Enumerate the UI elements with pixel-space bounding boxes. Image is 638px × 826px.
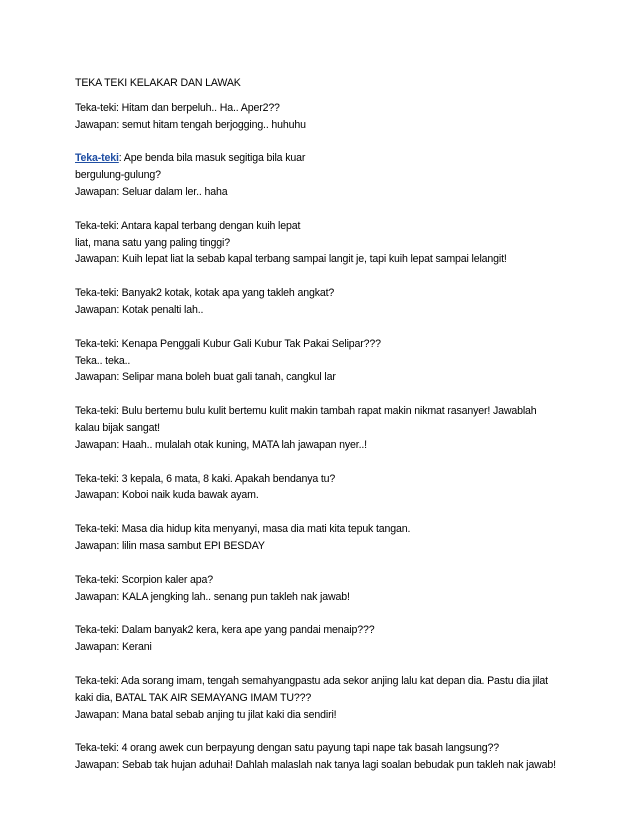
riddle-entry-8 <box>75 521 575 555</box>
riddle-entry-12 <box>75 740 575 774</box>
riddle-question: Teka-teki: Bulu bertemu bulu kulit bertemu kulit makin tambah rapat makin nikmat rasanyer! Jawablah <box>75 405 537 418</box>
riddle-answer: Jawapan: Seluar dalam ler.. haha <box>75 185 228 198</box>
riddle-question-rest: : Ape benda bila masuk segitiga bila kuar <box>118 152 306 165</box>
riddle-entry-6 <box>75 403 575 453</box>
riddle-entry-7 <box>75 471 575 505</box>
riddle-answer: Jawapan: Haah.. mulalah otak kuning, MATA lah jawapan nyer..! <box>75 438 367 451</box>
riddle-question-cont: Teka.. teka.. <box>75 354 131 367</box>
riddle-answer: Jawapan: Kotak penalti lah.. <box>75 303 204 316</box>
riddle-question <box>75 150 575 167</box>
riddle-answer: Jawapan: lilin masa sambut EPI BESDAY <box>75 539 265 552</box>
riddle-answer: Jawapan: Koboi naik kuda bawak ayam. <box>75 489 259 502</box>
riddle-question: Teka-teki: Scorpion kaler apa? <box>75 573 214 586</box>
riddle-entry-2 <box>75 150 575 200</box>
teka-teki-link[interactable]: Teka-teki <box>75 152 119 165</box>
title-spacer <box>75 92 575 100</box>
riddle-entry-10 <box>75 622 575 656</box>
riddle-answer: Jawapan: Kerani <box>75 641 152 654</box>
riddle-question: Teka-teki: Dalam banyak2 kera, kera ape yang pandai menaip??? <box>75 624 375 637</box>
riddle-answer: Jawapan: Selipar mana boleh buat gali tanah, cangkul lar <box>75 371 336 384</box>
riddle-question-cont: bergulung-gulung? <box>75 169 161 182</box>
riddle-entry-4 <box>75 285 575 319</box>
riddle-question: Teka-teki: Banyak2 kotak, kotak apa yang takleh angkat? <box>75 287 335 300</box>
riddle-question-cont: liat, mana satu yang paling tinggi? <box>75 236 230 249</box>
riddle-question-cont: kalau bijak sangat! <box>75 421 160 434</box>
document-page <box>75 75 575 791</box>
riddle-question-cont: kaki dia, BATAL TAK AIR SEMAYANG IMAM TU??? <box>75 691 312 704</box>
riddle-question: Teka-teki: 4 orang awek cun berpayung dengan satu payung tapi nape tak basah langsung?? <box>75 742 499 755</box>
riddle-entry-1 <box>75 100 575 134</box>
riddle-answer: Jawapan: Mana batal sebab anjing tu jilat kaki dia sendiri! <box>75 708 337 721</box>
riddle-question: Teka-teki: Hitam dan berpeluh.. Ha.. Aper2?? <box>75 101 280 114</box>
riddle-question: Teka-teki: 3 kepala, 6 mata, 8 kaki. Apakah bendanya tu? <box>75 472 336 485</box>
riddle-question: Teka-teki: Antara kapal terbang dengan kuih lepat <box>75 219 301 232</box>
riddle-answer: Jawapan: KALA jengking lah.. senang pun takleh nak jawab! <box>75 590 350 603</box>
riddle-question: Teka-teki: Masa dia hidup kita menyanyi, masa dia mati kita tepuk tangan. <box>75 523 411 536</box>
riddle-question: Teka-teki: Ada sorang imam, tengah semahyangpastu ada sekor anjing lalu kat depan dia. Pastu dia jilat <box>75 674 548 687</box>
riddle-entry-9 <box>75 572 575 606</box>
riddle-question: Teka-teki: Kenapa Penggali Kubur Gali Kubur Tak Pakai Selipar??? <box>75 337 381 350</box>
riddle-answer: Jawapan: Sebab tak hujan aduhai! Dahlah malaslah nak tanya lagi soalan bebudak pun takleh nak jawab! <box>75 759 556 772</box>
riddle-answer: Jawapan: Kuih lepat liat la sebab kapal terbang sampai langit je, tapi kuih lepat sampai lelangit! <box>75 253 507 266</box>
riddle-entry-11 <box>75 673 575 723</box>
document-title: TEKA TEKI KELAKAR DAN LAWAK <box>75 77 241 89</box>
riddle-entry-5 <box>75 336 575 386</box>
riddle-answer: Jawapan: semut hitam tengah berjogging.. huhuhu <box>75 118 306 131</box>
riddle-entry-3 <box>75 218 575 268</box>
